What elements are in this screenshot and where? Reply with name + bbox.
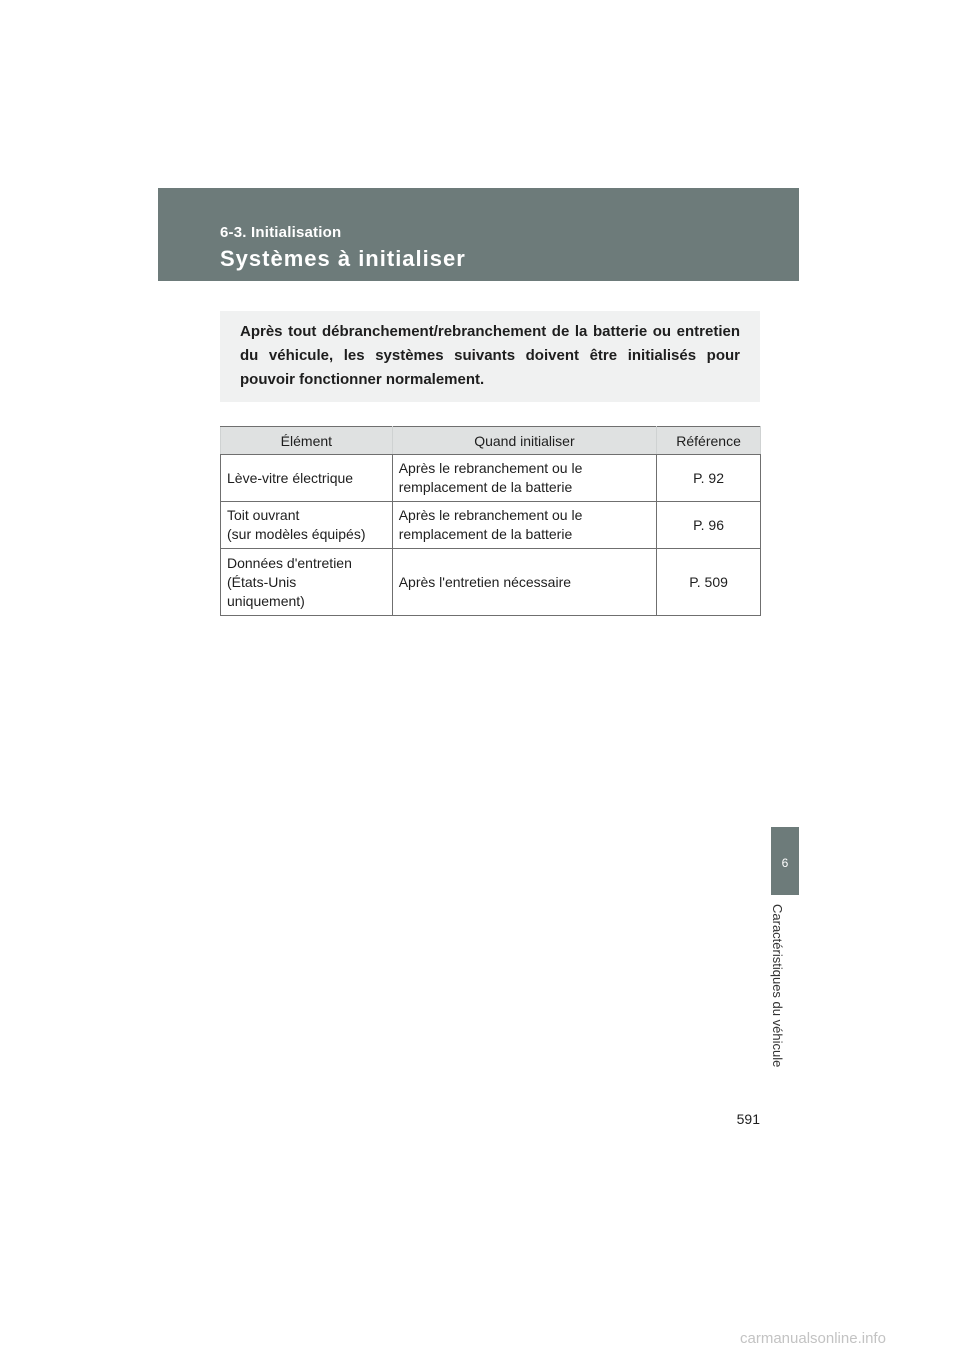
cell-line: Données d'entretien xyxy=(227,554,352,571)
page-number: 591 xyxy=(736,1111,760,1127)
table-header-row xyxy=(221,427,761,455)
watermark: carmanualsonline.info xyxy=(740,1330,886,1347)
cell-line: Lève-vitre électrique xyxy=(227,469,354,486)
table-row xyxy=(221,549,761,616)
cell-line: remplacement de la batterie xyxy=(398,479,573,495)
table-row xyxy=(221,502,761,549)
cell-line: remplacement de la batterie xyxy=(398,526,573,542)
cell-line: (États-Unis xyxy=(227,573,297,590)
cell-when xyxy=(392,455,656,502)
cell-line: (sur modèles équipés) xyxy=(227,526,366,542)
chapter-tab xyxy=(771,827,799,895)
cell-when xyxy=(392,549,656,616)
intro-box xyxy=(220,311,760,402)
column-header-reference: Référence xyxy=(657,427,761,455)
table-row xyxy=(221,455,761,502)
cell-when xyxy=(392,502,656,549)
initialization-table xyxy=(220,426,761,616)
cell-line: uniquement) xyxy=(227,592,305,609)
cell-element xyxy=(221,502,393,549)
cell-line: Après le rebranchement ou le xyxy=(398,507,583,523)
column-header-when: Quand initialiser xyxy=(392,427,656,455)
section-label: 6-3. Initialisation xyxy=(220,224,342,241)
chapter-number: 6 xyxy=(781,856,789,870)
header-band xyxy=(158,188,799,281)
cell-reference: P. 509 xyxy=(657,549,761,616)
cell-reference: P. 96 xyxy=(657,502,761,549)
cell-element xyxy=(221,455,393,502)
cell-element xyxy=(221,549,393,616)
chapter-title: Caractéristiques du véhicule xyxy=(770,904,785,1068)
page-title: Systèmes à initialiser xyxy=(220,246,466,271)
column-header-element: Élément xyxy=(221,427,393,455)
cell-line: Toit ouvrant xyxy=(227,507,300,523)
cell-line: Après le rebranchement ou le xyxy=(398,460,583,476)
cell-reference: P. 92 xyxy=(657,455,761,502)
cell-line: Après l'entretien nécessaire xyxy=(398,573,572,590)
intro-text: Après tout débranchement/rebranchement de la batterie ou entretien du véhicule, les systèmes suivants doivent être initialisés pour pouvoir fonctionner normalement. xyxy=(240,323,740,388)
